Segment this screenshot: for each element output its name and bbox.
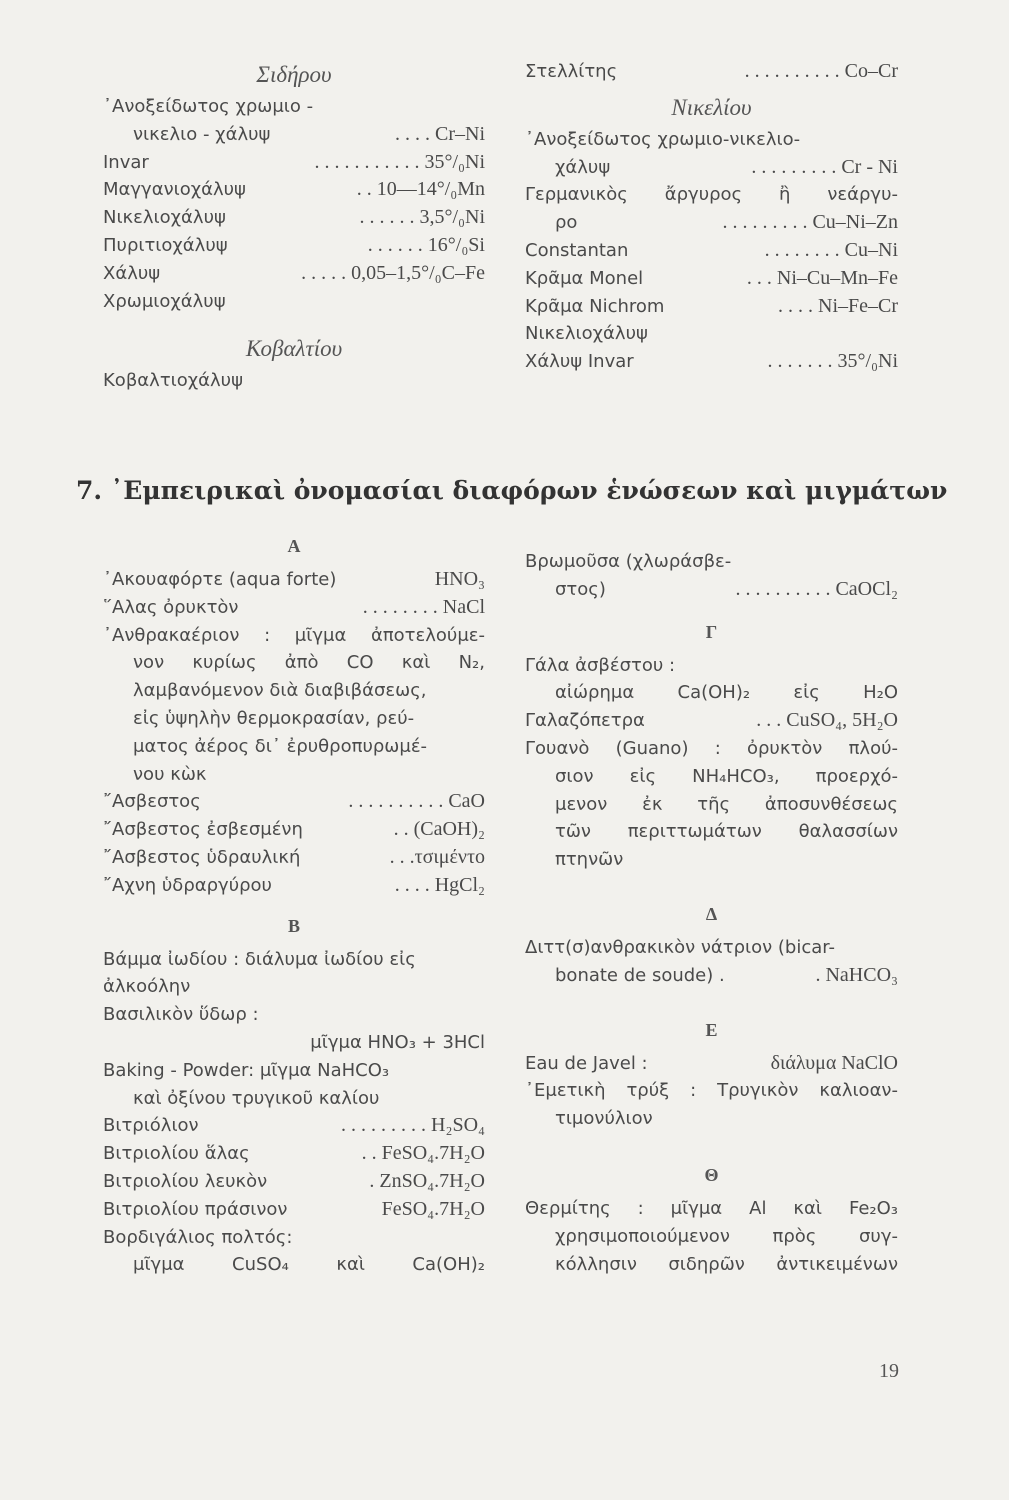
- entry-line: [103, 1029, 485, 1057]
- entry-value: . . . . . . 16°/₀Si: [367, 233, 485, 256]
- entry-term: κόλλησιν σιδηρῶν ἀντικειμένων: [555, 1253, 898, 1275]
- entry-line: [103, 1224, 485, 1252]
- entry-term: στος): [555, 578, 606, 600]
- entry-line: [103, 204, 485, 232]
- entry-term: ῎Ασβεστος ὑδραυλική: [103, 846, 301, 868]
- entry-term: μῖγμα CuSO₄ καὶ Ca(OH)₂: [133, 1254, 485, 1276]
- entry-term: χάλυψ: [555, 156, 611, 178]
- entry-term: Βιτριολίου λευκὸν: [103, 1170, 268, 1192]
- entry-value: . . . . . . . . Cu–Ni: [764, 238, 898, 261]
- entry-term: αἰώρημα Ca(OH)₂ εἰς H₂O: [555, 682, 898, 704]
- entry-term: Eau de Javel :: [525, 1052, 648, 1074]
- entry-line: [525, 934, 898, 962]
- entry-line: [103, 594, 485, 622]
- entry-line: [525, 237, 898, 265]
- entry-value: . . . . . . . . . Cu–Ni–Zn: [722, 211, 898, 234]
- entry-line: [103, 176, 485, 204]
- entry-line: [525, 58, 898, 86]
- entry-line: [525, 818, 898, 846]
- entry-line: [103, 761, 485, 789]
- entry-line: [525, 154, 898, 182]
- entry-term: τῶν περιττωμάτων θαλασσίων: [555, 821, 898, 843]
- entry-term: Γερμανικὸς ἄργυρος ἢ νεάργυ-: [525, 184, 898, 206]
- entry-term: μενον ἐκ τῆς ἀποσυνθέσεως: [555, 793, 898, 815]
- entry-line: [103, 649, 485, 677]
- entry-value: . . . . . . . . . Cr - Ni: [751, 155, 898, 178]
- section-heading: Ε: [705, 1019, 718, 1040]
- entry-value: . . (CaOH)₂: [393, 818, 485, 841]
- entry-term: Constantan: [525, 239, 629, 261]
- entry-line: [103, 566, 485, 594]
- entry-line: [103, 1057, 485, 1085]
- entry-term: ῎Αχνη ὑδραργύρου: [103, 874, 272, 896]
- entry-line: [103, 1001, 485, 1029]
- entry-line: [525, 846, 898, 874]
- entry-term: Γαλαζόπετρα: [525, 710, 645, 732]
- entry-term: Θερμίτης : μῖγμα Al καὶ Fe₂O₃: [525, 1197, 898, 1219]
- entry-term: ᾿Εμετικὴ τρύξ : Τρυγικὸν καλιοαν-: [525, 1080, 898, 1102]
- entry-value: . . . . . . . . . . CaOCl₂: [735, 577, 898, 600]
- entry-term: ἀλκοόλην: [103, 976, 191, 998]
- section-heading: Νικελίου: [671, 94, 752, 120]
- entry-term: Χάλυψ: [103, 262, 161, 284]
- entry-value: . . . . Ni–Fe–Cr: [778, 294, 898, 317]
- section-heading: Γ: [705, 621, 718, 642]
- entry-value: . . . . . . 3,5°/₀Ni: [359, 206, 485, 229]
- entry-value: FeSO₄.7H₂O: [381, 1197, 485, 1220]
- entry-line: [103, 622, 485, 650]
- entry-value: HNO₃: [434, 568, 485, 590]
- entry-value: . . . . Cr–Ni: [395, 122, 485, 145]
- bottom-right-column: [525, 548, 898, 1278]
- entry-value: . . . Ni–Cu–Mn–Fe: [746, 266, 898, 289]
- entry-value: . . . . HgCl₂: [394, 873, 485, 896]
- entry-value: . . .τσιμέντο: [389, 845, 485, 868]
- entry-term: καὶ ὀξίνου τρυγικοῦ καλίου: [133, 1087, 380, 1109]
- entry-line: [103, 121, 485, 149]
- entry-line: [525, 652, 898, 680]
- entry-line: [525, 679, 898, 707]
- entry-term: Γάλα ἀσβέστου :: [525, 654, 676, 676]
- entry-term: Νικελιοχάλυψ: [103, 207, 226, 229]
- entry-term: Βιτριολίου ἅλας: [103, 1143, 250, 1165]
- entry-term: Invar: [103, 151, 149, 173]
- entry-line: [525, 962, 898, 990]
- entry-term: Βιτριολίου πράσινον: [103, 1198, 288, 1220]
- entry-line: [103, 288, 485, 316]
- entry-line: [103, 232, 485, 260]
- entry-term: μῖγμα HNO₃ + 3HCl: [310, 1031, 485, 1053]
- entry-value: . . 10—14°/₀Mn: [356, 178, 485, 201]
- entry-line: [525, 763, 898, 791]
- section-heading: Κοβαλτίου: [245, 336, 343, 362]
- entry-value: . . . . . 0,05–1,5°/₀C–Fe: [301, 261, 485, 284]
- entry-term: Βιτριόλιον: [103, 1115, 199, 1137]
- entry-line: [103, 260, 485, 288]
- entry-line: [103, 788, 485, 816]
- entry-line: [103, 816, 485, 844]
- entry-term: Πυριτιοχάλυψ: [103, 234, 228, 256]
- entry-term: Κρᾶμα Monel: [525, 267, 644, 289]
- entry-term: ματος ἀέρος δι᾿ ἐρυθροπυρωμέ-: [133, 735, 428, 757]
- section-heading: Θ: [704, 1164, 719, 1185]
- entry-term: ᾿Ανθρακαέριον : μῖγμα ἀποτελούμε-: [103, 624, 485, 646]
- entry-value: . . . . . . . . . H₂SO₄: [341, 1114, 485, 1137]
- entry-line: [525, 576, 898, 604]
- entry-term: εἰς ὑψηλὴν θερμοκρασίαν, ρεύ-: [133, 707, 415, 729]
- entry-term: Γουανὸ (Guano) : ὀρυκτὸν πλού-: [525, 737, 898, 759]
- entry-line: [525, 707, 898, 735]
- section-heading: Δ: [705, 903, 718, 924]
- entry-term: Χάλυψ Invar: [525, 351, 634, 373]
- entry-line: [103, 1196, 485, 1224]
- section-heading: Β: [287, 915, 300, 936]
- entry-line: [103, 93, 485, 121]
- entry-line: [103, 1168, 485, 1196]
- entry-term: Κρᾶμα Nichrom: [525, 295, 665, 317]
- entry-line: [103, 733, 485, 761]
- entry-line: [525, 1050, 898, 1078]
- entry-line: [525, 548, 898, 576]
- entry-term: Βάμμα ἰωδίου : διάλυμα ἰωδίου εἰς: [103, 948, 416, 970]
- entry-term: Μαγγανιοχάλυψ: [103, 179, 246, 201]
- entry-line: [103, 946, 485, 974]
- entry-line: [525, 1195, 898, 1223]
- entry-line: [525, 1077, 898, 1105]
- entry-line: [525, 1251, 898, 1279]
- entry-term: Κοβαλτιοχάλυψ: [103, 370, 243, 392]
- entry-line: [525, 1223, 898, 1251]
- entry-value: . . . . . . . . . . CaO: [348, 790, 485, 813]
- entry-term: νον κυρίως ἀπὸ CO καὶ N₂,: [133, 652, 485, 674]
- entry-line: [525, 791, 898, 819]
- entry-term: Βορδιγάλιος πολτός:: [103, 1226, 293, 1248]
- entry-term: ᾿Ακουαφόρτε (aqua forte): [103, 569, 337, 590]
- entry-term: Βρωμοῦσα (χλωράσβε-: [525, 551, 732, 572]
- entry-line: [525, 320, 898, 348]
- entry-line: [525, 293, 898, 321]
- entry-line: [103, 844, 485, 872]
- top-right-column: [525, 58, 898, 376]
- entry-line: [525, 348, 898, 376]
- entry-value: . . . . . . . 35°/₀Ni: [767, 350, 898, 373]
- entry-term: Baking - Powder: μῖγμα NaHCO₃: [103, 1059, 390, 1081]
- entry-line: [525, 181, 898, 209]
- entry-term: χρησιμοποιούμενον πρὸς συγ-: [555, 1225, 898, 1247]
- entry-value: . ZnSO₄.7H₂O: [369, 1169, 485, 1192]
- entry-line: [103, 973, 485, 1001]
- entry-term: Στελλίτης: [525, 61, 618, 82]
- bottom-left-column: [103, 526, 485, 1279]
- entry-value: . . . . . . . . . . . 35°/₀Ni: [314, 150, 485, 173]
- entry-line: [103, 705, 485, 733]
- entry-term: ᾿Ανοξείδωτος χρωμιο-νικελιο-: [525, 128, 801, 150]
- entry-line: [525, 1105, 898, 1133]
- section-heading: Α: [287, 536, 301, 556]
- entry-value: διάλυμα NaClO: [770, 1051, 898, 1074]
- entry-line: [103, 367, 485, 395]
- entry-term: τιμονύλιον: [555, 1108, 653, 1130]
- entry-line: [525, 265, 898, 293]
- entry-term: Διττ(σ)ανθρακικὸν νάτριον (bicar-: [525, 936, 836, 958]
- entry-term: Χρωμιοχάλυψ: [103, 290, 226, 312]
- entry-line: [103, 1251, 485, 1279]
- entry-line: [103, 677, 485, 705]
- page-number: 19: [879, 1360, 899, 1382]
- entry-line: [103, 1112, 485, 1140]
- entry-term: ῎Ασβεστος: [103, 791, 201, 813]
- entry-term: σιον εἰς NH₄HCO₃, προερχό-: [555, 765, 898, 787]
- entry-value: . . . CuSO₄, 5H₂O: [756, 709, 898, 732]
- entry-line: [525, 209, 898, 237]
- entry-term: ᾿Ανοξείδωτος χρωμιο -: [103, 96, 314, 117]
- entry-term: bonate de soude) .: [555, 964, 725, 986]
- top-left-column: [103, 57, 485, 395]
- entry-term: λαμβανόμενον διὰ διαβιβάσεως,: [133, 680, 427, 702]
- entry-term: ρο: [555, 212, 578, 234]
- entry-value: . NaHCO₃: [815, 963, 898, 986]
- entry-value: . . . . . . . . NaCl: [362, 595, 485, 618]
- entry-line: [103, 149, 485, 177]
- entry-line: [103, 1140, 485, 1168]
- entry-line: [103, 872, 485, 900]
- entry-value: . . FeSO₄.7H₂O: [361, 1142, 485, 1165]
- entry-line: [525, 735, 898, 763]
- entry-term: ῞Αλας ὀρυκτὸν: [103, 596, 239, 618]
- entry-value: . . . . . . . . . . Co–Cr: [744, 60, 898, 82]
- entry-term: νου κὼκ: [133, 763, 207, 785]
- entry-term: Νικελιοχάλυψ: [525, 323, 648, 345]
- entry-line: [525, 126, 898, 154]
- entry-term: Βασιλικὸν ὕδωρ :: [103, 1004, 259, 1026]
- entry-term: νικελιο - χάλυψ: [133, 123, 271, 145]
- entry-line: [103, 1085, 485, 1113]
- entry-term: πτηνῶν: [555, 849, 624, 871]
- entry-term: ῎Ασβεστος ἐσβεσμένη: [103, 819, 303, 841]
- section-heading: Σιδήρου: [256, 62, 332, 87]
- section-title: 7. ᾿Εμπειρικαὶ ὀνομασίαι διαφόρων ἑνώσεων καὶ μιγμάτων: [76, 476, 948, 505]
